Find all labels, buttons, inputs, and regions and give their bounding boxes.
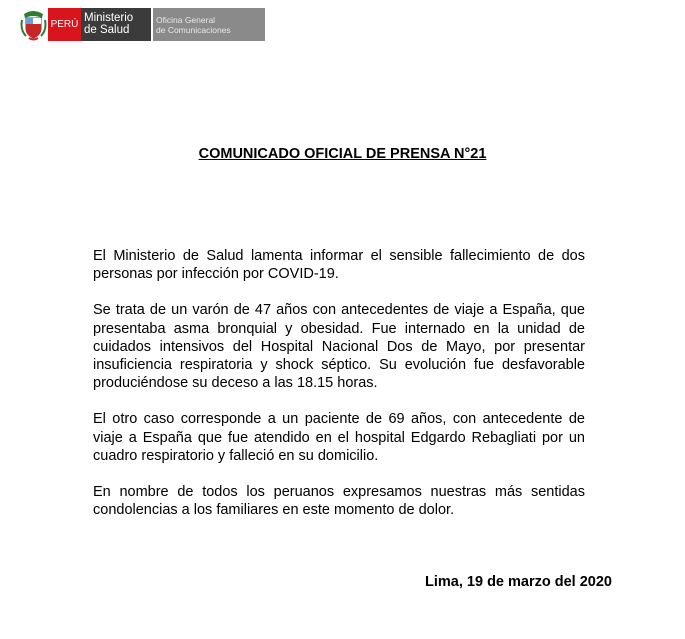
logo-office-line-1: Oficina General bbox=[156, 15, 216, 25]
document-body bbox=[93, 247, 585, 537]
paragraph: El Ministerio de Salud lamenta informar el sensible fallecimiento de dos personas por infección por COVID-19. bbox=[93, 248, 585, 283]
paragraph: En nombre de todos los peruanos expresamos nuestras más sentidas condolencias a los familiares en este momento de dolor. bbox=[93, 484, 585, 519]
document-title-text: COMUNICADO OFICIAL DE PRENSA N°21 bbox=[198, 146, 487, 162]
logo-peru-label: PERÚ bbox=[48, 8, 81, 41]
paragraph: Se trata de un varón de 47 años con antecedentes de viaje a España, que presentaba asma bronquial y obesidad. Fue internado en la unidad de cuidados intensivos del Hospital Nacional Dos de Mayo, por presentar insuficiencia respiratoria y shock séptico. Su evolución fue desfavorable produciéndose su deceso a las 18.15 horas. bbox=[93, 302, 585, 392]
peru-coat-of-arms-icon bbox=[20, 8, 47, 41]
logo-ministerio-line-2: de Salud bbox=[84, 24, 130, 36]
logo-office-line-2: de Comunicaciones bbox=[156, 25, 231, 35]
paragraph: El otro caso corresponde a un paciente de 69 años, con antecedente de viaje a España que fue atendido en el hospital Edgardo Rebagliati por un cuadro respiratorio y falleció en su domicilio. bbox=[93, 411, 585, 464]
logo-ministerio-line-1: Ministerio bbox=[84, 12, 134, 24]
minsa-logo bbox=[20, 8, 265, 41]
document-date: Lima, 19 de marzo del 2020 bbox=[425, 574, 612, 590]
logo-office-label bbox=[153, 8, 265, 41]
document-title bbox=[0, 146, 685, 162]
logo-ministerio-label bbox=[81, 8, 151, 41]
